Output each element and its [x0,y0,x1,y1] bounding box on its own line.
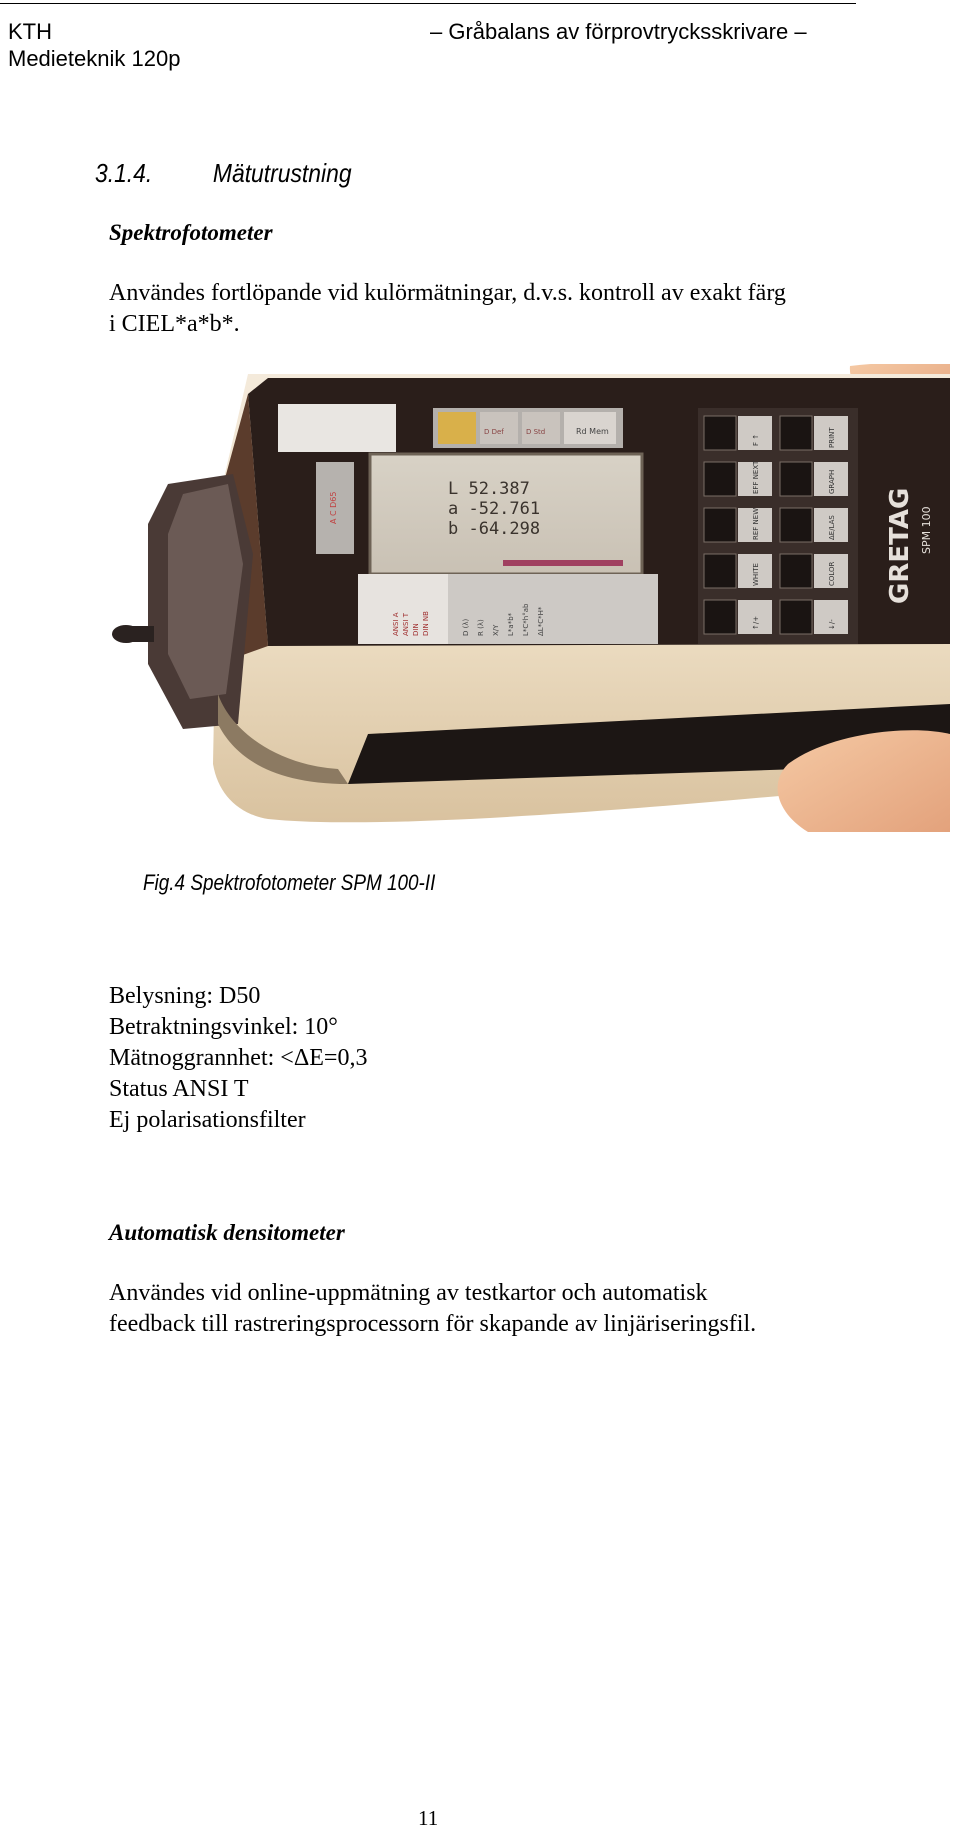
paragraph-densitometer [109,1278,756,1340]
key-label: ↓/- [828,619,836,630]
header-rule [0,3,856,4]
key-label: ΔE/LAS [828,515,836,540]
paragraph-line: Användes vid online-uppmätning av testkartor och automatisk [109,1280,708,1306]
brand-logo-text: GRETAG [885,487,915,604]
mode-label: X/Y [492,624,500,636]
spec-illumination: Belysning: D50 [109,983,261,1009]
mode-label: D (λ) [462,618,470,636]
model-text: SPM 100 [920,506,933,554]
paragraph-line: i CIEL*a*b*. [109,311,240,337]
svg-text:A C D65: A C D65 [329,491,338,524]
lcd-readout-a: a -52.761 [448,499,541,519]
spec-viewing-angle: Betraktningsvinkel: 10° [109,1014,338,1040]
key-label: GRAPH [828,469,836,494]
section-number: 3.1.4. [95,158,153,188]
key-label: WHITE [752,563,760,586]
subheading-spektrofotometer: Spektrofotometer [109,220,273,245]
mode-label: ΔL*C*H* [537,606,545,636]
mode-label: DIN NB [422,611,430,636]
spec-accuracy: Mätnoggrannhet: <ΔE=0,3 [109,1045,368,1071]
spectrophotometer-photo [108,364,950,832]
key-label: REF NEW [752,507,760,540]
key-label: ↑/+ [752,615,760,630]
section-title: Mätutrustning [212,158,352,188]
header-program: Medieteknik 120p [8,46,181,71]
key-label: PRINT [828,427,836,448]
key-label: COLOR [828,561,836,586]
specifications-list [109,981,367,1136]
figure-caption: Fig.4 Spektrofotometer SPM 100-II [143,870,436,895]
mode-label: DIN [412,623,420,636]
section-heading [95,158,352,189]
paragraph-spektrofotometer [109,278,786,340]
mode-label: R (λ) [477,619,485,636]
subheading-densitometer: Automatisk densitometer [109,1220,345,1245]
mode-label: ANSI A [392,612,400,636]
key-label: F ↑ [752,433,760,446]
softkey-label: Rd Mem [576,427,609,436]
spec-status: Status ANSI T [109,1076,249,1102]
mode-label: L*a*b* [507,612,515,636]
header-document-title: – Gråbalans av förprovtrycksskrivare – [430,19,807,44]
key-label: EFF NEXT [752,460,760,494]
lcd-readout-b: b -64.298 [448,519,541,539]
mode-label: ANSI T [402,612,410,636]
softkey-label: D Std [526,428,546,436]
paragraph-line: Användes fortlöpande vid kulörmätningar, d.v.s. kontroll av exakt färg [109,280,786,306]
page-number: 11 [418,1806,439,1830]
lcd-readout-l: L 52.387 [448,479,530,499]
mode-label: L*C*h°ab [522,603,530,636]
header-institution: KTH [8,19,52,44]
softkey-label: D Def [484,428,504,436]
spec-filter: Ej polarisationsfilter [109,1107,306,1133]
paragraph-line: feedback till rastreringsprocessorn för skapande av linjäriseringsfil. [109,1311,757,1337]
